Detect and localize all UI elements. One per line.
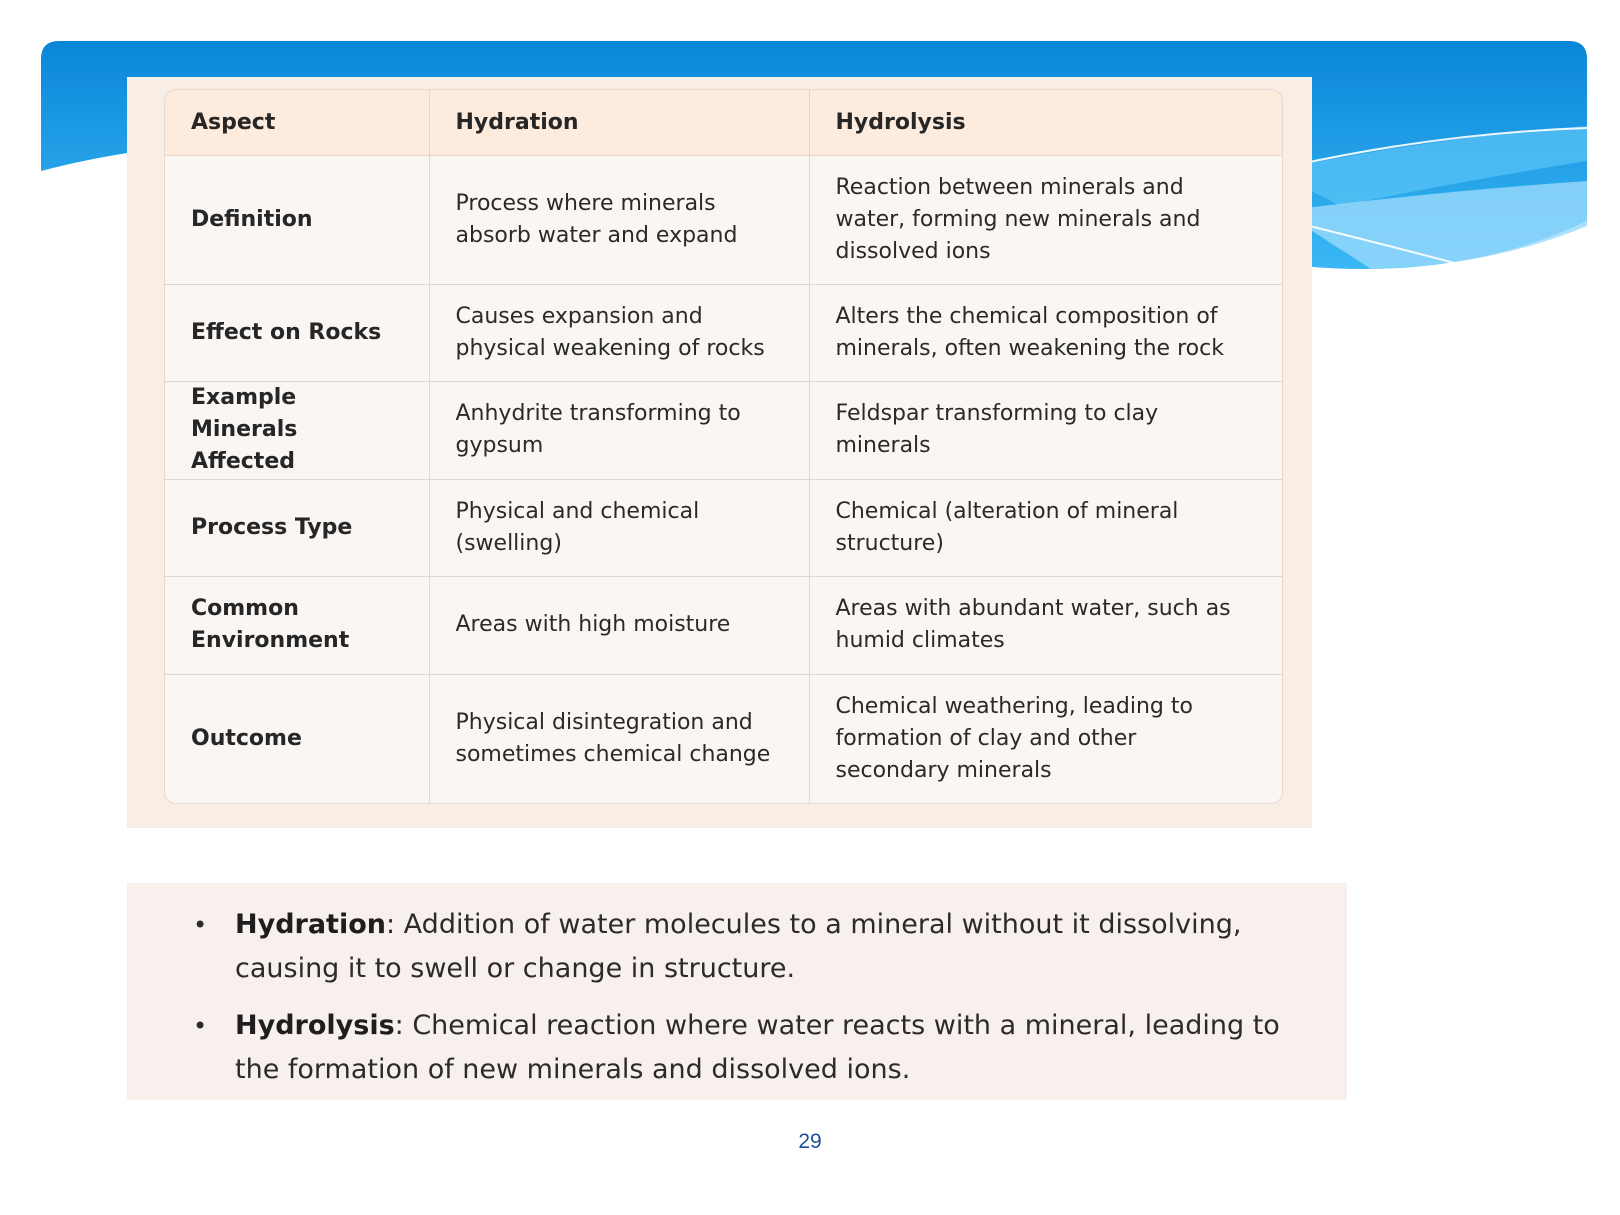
table-row	[165, 284, 1282, 382]
page-number: 29	[798, 1130, 822, 1153]
row-aspect-cell: Common Environment	[165, 577, 429, 675]
header-aspect: Aspect	[165, 90, 429, 156]
comparison-table-card	[164, 89, 1283, 804]
hydrolysis-cell: Feldspar transforming to clay minerals	[809, 382, 1282, 480]
hydration-cell: Physical disintegration and sometimes chemical change	[429, 674, 809, 803]
hydration-cell: Process where minerals absorb water and expand	[429, 156, 809, 285]
hydrolysis-cell: Chemical weathering, leading to formation of clay and other secondary minerals	[835, 693, 1193, 783]
header-hydration: Hydration	[429, 90, 809, 156]
hydration-cell: Physical and chemical (swelling)	[429, 479, 809, 577]
definition-term: Hydrolysis	[235, 1010, 395, 1041]
comparison-table-panel	[127, 77, 1312, 828]
definitions-panel	[127, 883, 1347, 1100]
row-aspect-cell: Outcome	[165, 674, 429, 803]
row-aspect-cell: Effect on Rocks	[165, 284, 429, 382]
hydrolysis-cell: Areas with abundant water, such as humid climates	[809, 577, 1282, 675]
hydrolysis-cell: Reaction between minerals and water, forming new minerals and dissolved ions	[809, 156, 1282, 285]
definition-term: Hydration	[235, 909, 386, 940]
comparison-table	[165, 90, 1282, 803]
definition-body: : Chemical reaction where water reacts with a mineral, leading to the formation of new minerals and dissolved ions.	[235, 1010, 1280, 1085]
table-row	[165, 156, 1282, 285]
definition-body: : Addition of water molecules to a mineral without it dissolving, causing it to swell or change in structure.	[235, 909, 1242, 984]
table-header-row	[165, 90, 1282, 156]
definition-text	[235, 1004, 1327, 1092]
table-row	[165, 674, 1282, 803]
bullet-icon: •	[193, 1012, 208, 1040]
row-aspect-cell: Definition	[165, 156, 429, 285]
hydrolysis-cell: Alters the chemical composition of minerals, often weakening the rock	[809, 284, 1282, 382]
header-hydrolysis: Hydrolysis	[809, 90, 1282, 156]
hydration-cell: Anhydrite transforming to gypsum	[429, 382, 809, 480]
table-row	[165, 382, 1282, 480]
table-row	[165, 577, 1282, 675]
hydrolysis-cell: Chemical (alteration of mineral structure)	[809, 479, 1282, 577]
definition-text	[235, 903, 1327, 991]
row-aspect-cell: Process Type	[165, 479, 429, 577]
hydration-cell: Causes expansion and physical weakening of rocks	[429, 284, 809, 382]
row-aspect-cell: Example Minerals Affected	[165, 382, 429, 480]
table-row	[165, 479, 1282, 577]
hydration-cell: Areas with high moisture	[429, 577, 809, 675]
bullet-icon: •	[193, 911, 208, 939]
